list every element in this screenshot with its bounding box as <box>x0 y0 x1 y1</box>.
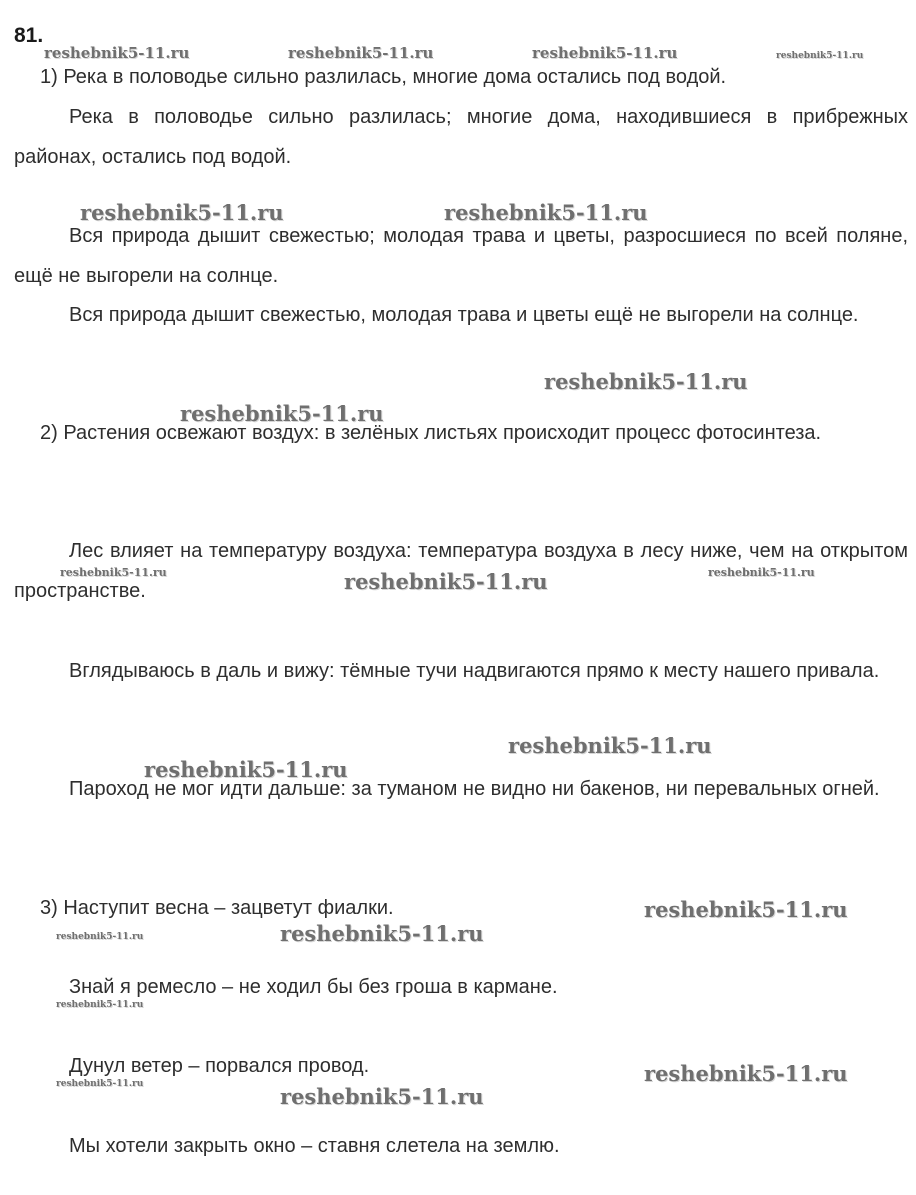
watermark: reshebnik5-11.ru <box>280 921 484 946</box>
watermark: reshebnik5-11.ru <box>56 932 144 942</box>
watermark: reshebnik5-11.ru <box>80 200 284 225</box>
watermark: reshebnik5-11.ru <box>708 566 815 579</box>
watermark: reshebnik5-11.ru <box>60 566 167 579</box>
paragraph-9: 3) Наступит весна – зацветут фиалки. <box>40 897 394 919</box>
watermark: reshebnik5-11.ru <box>644 1061 848 1086</box>
paragraph-8: Пароход не мог идти дальше: за туманом не видно ни бакенов, ни перевальных огней. <box>69 778 880 800</box>
watermark: reshebnik5-11.ru <box>508 733 712 758</box>
watermark: reshebnik5-11.ru <box>544 369 748 394</box>
paragraph-2: Река в половодье сильно разлилась; многие дома, находившиеся в прибрежных районах, остались под водой. <box>14 106 908 168</box>
watermark: reshebnik5-11.ru <box>776 51 864 61</box>
paragraph-4: Вся природа дышит свежестью, молодая трава и цветы ещё не выгорели на солнце. <box>69 304 859 326</box>
watermark: reshebnik5-11.ru <box>56 1000 144 1010</box>
paragraph-12: Мы хотели закрыть окно – ставня слетела на землю. <box>69 1135 560 1157</box>
watermark: reshebnik5-11.ru <box>280 1084 484 1109</box>
watermark: reshebnik5-11.ru <box>44 44 190 62</box>
paragraph-6: Лес влияет на температуру воздуха: температура воздуха в лесу ниже, чем на открытом пространстве. <box>14 540 908 602</box>
exercise-number: 81. <box>14 24 44 47</box>
watermark: reshebnik5-11.ru <box>344 569 548 594</box>
watermark: reshebnik5-11.ru <box>144 757 348 782</box>
paragraph-1: 1) Река в половодье сильно разлилась, многие дома остались под водой. <box>40 66 727 88</box>
watermark: reshebnik5-11.ru <box>532 44 678 62</box>
paragraph-11: Дунул ветер – порвался провод. <box>69 1055 370 1077</box>
watermark: reshebnik5-11.ru <box>444 200 648 225</box>
watermark: reshebnik5-11.ru <box>288 44 434 62</box>
watermark: reshebnik5-11.ru <box>56 1079 144 1089</box>
watermark: reshebnik5-11.ru <box>180 401 384 426</box>
paragraph-5: 2) Растения освежают воздух: в зелёных листьях происходит процесс фотосинтеза. <box>40 422 822 444</box>
watermark: reshebnik5-11.ru <box>644 897 848 922</box>
paragraph-10: Знай я ремесло – не ходил бы без гроша в кармане. <box>69 976 558 998</box>
paragraph-3: Вся природа дышит свежестью; молодая трава и цветы, разросшиеся по всей поляне, ещё не выгорели на солнце. <box>14 225 908 287</box>
paragraph-7: Вглядываюсь в даль и вижу: тёмные тучи надвигаются прямо к месту нашего привала. <box>69 660 880 682</box>
